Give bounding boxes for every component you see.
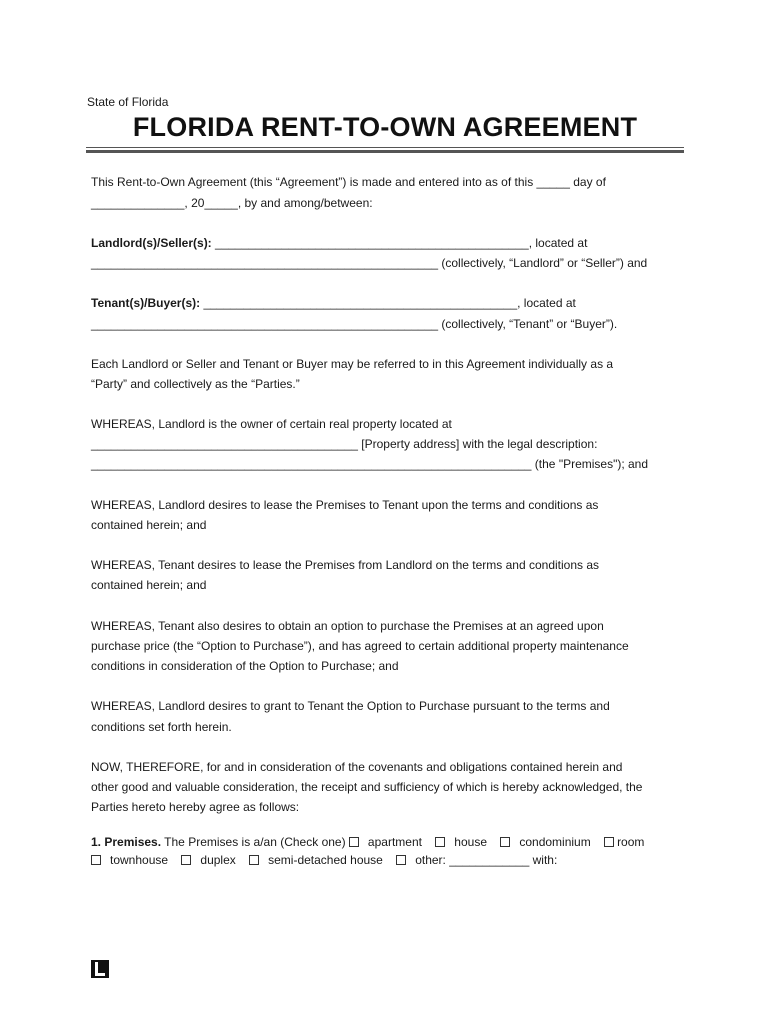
option-condominium: condominium <box>519 835 591 849</box>
whereas-2-line-1: WHEREAS, Landlord desires to lease the Premises to Tenant upon the terms and conditions as <box>91 498 599 512</box>
landlord-line-2: ____________________________________________________ (collectively, “Landlord” or “Seller”) and <box>91 256 648 270</box>
intro-line-1: This Rent-to-Own Agreement (this “Agreement”) is made and entered into as of this _____ day of <box>91 175 606 189</box>
whereas-4-line-2: purchase price (the “Option to Purchase”), and has agreed to certain additional property maintenance <box>91 639 629 653</box>
checkbox-other[interactable] <box>396 855 406 865</box>
now-line-3: Parties hereto hereby agree as follows: <box>91 800 300 814</box>
option-duplex: duplex <box>200 853 236 867</box>
premises-label: 1. Premises. <box>91 835 162 849</box>
whereas-2-line-2: contained herein; and <box>91 518 207 532</box>
premises-lead: The Premises is a/an (Check one) <box>161 835 349 849</box>
checkbox-apartment[interactable] <box>349 837 359 847</box>
now-line-2: other good and valuable consideration, the receipt and sufficiency of which is hereby acknowledged, the <box>91 780 643 794</box>
tenant-line-1-rest: _______________________________________________, located at <box>200 296 576 310</box>
parties-line-1: Each Landlord or Seller and Tenant or Buyer may be referred to in this Agreement individually as a <box>91 357 614 371</box>
option-room: room <box>617 835 645 849</box>
whereas-1-line-1: WHEREAS, Landlord is the owner of certain real property located at <box>91 417 452 431</box>
title-rule-thin <box>86 147 684 148</box>
whereas-5-line-2: conditions set forth herein. <box>91 720 232 734</box>
option-other: other: ____________ with: <box>415 853 558 867</box>
whereas-3-line-1: WHEREAS, Tenant desires to lease the Premises from Landlord on the terms and conditions as <box>91 558 600 572</box>
landlord-label: Landlord(s)/Seller(s): <box>91 236 212 250</box>
premises-row-2 <box>91 853 561 867</box>
checkbox-house[interactable] <box>435 837 445 847</box>
checkbox-room[interactable] <box>604 837 614 847</box>
whereas-4-line-3: conditions in consideration of the Option to Purchase; and <box>91 659 399 673</box>
landlord-line-1-rest: _______________________________________________, located at <box>211 236 588 250</box>
title-rule-thick <box>86 150 684 153</box>
option-house: house <box>454 835 487 849</box>
tenant-line-1 <box>91 296 576 310</box>
whereas-5-line-1: WHEREAS, Landlord desires to grant to Tenant the Option to Purchase pursuant to the terms and <box>91 699 610 713</box>
tenant-label: Tenant(s)/Buyer(s): <box>91 296 201 310</box>
parties-line-2: “Party” and collectively as the “Parties.” <box>91 377 300 391</box>
option-townhouse: townhouse <box>110 853 169 867</box>
whereas-4-line-1: WHEREAS, Tenant also desires to obtain an option to purchase the Premises at an agreed upon <box>91 619 604 633</box>
document-title: FLORIDA RENT-TO-OWN AGREEMENT <box>132 112 638 142</box>
premises-row-1 <box>91 835 648 849</box>
option-apartment: apartment <box>367 835 422 849</box>
now-line-1: NOW, THEREFORE, for and in consideration of the covenants and obligations contained herein and <box>91 760 623 774</box>
whereas-1-line-2: ________________________________________ [Property address] with the legal description: <box>91 437 598 451</box>
whereas-3-line-2: contained herein; and <box>91 578 207 592</box>
landlord-line-1 <box>91 236 587 250</box>
checkbox-duplex[interactable] <box>181 855 191 865</box>
brand-logo-icon <box>91 960 109 978</box>
checkbox-semi-detached-house[interactable] <box>249 855 259 865</box>
option-semi-detached-house: semi-detached house <box>268 853 383 867</box>
checkbox-condominium[interactable] <box>500 837 510 847</box>
tenant-line-2: ____________________________________________________ (collectively, “Tenant” or “Buyer”). <box>91 317 618 331</box>
state-label: State of Florida <box>87 95 169 109</box>
checkbox-townhouse[interactable] <box>91 855 101 865</box>
intro-line-2: ______________, 20_____, by and among/between: <box>91 196 373 210</box>
whereas-1-line-3: __________________________________________________________________ (the "Premises"); and <box>91 457 649 471</box>
